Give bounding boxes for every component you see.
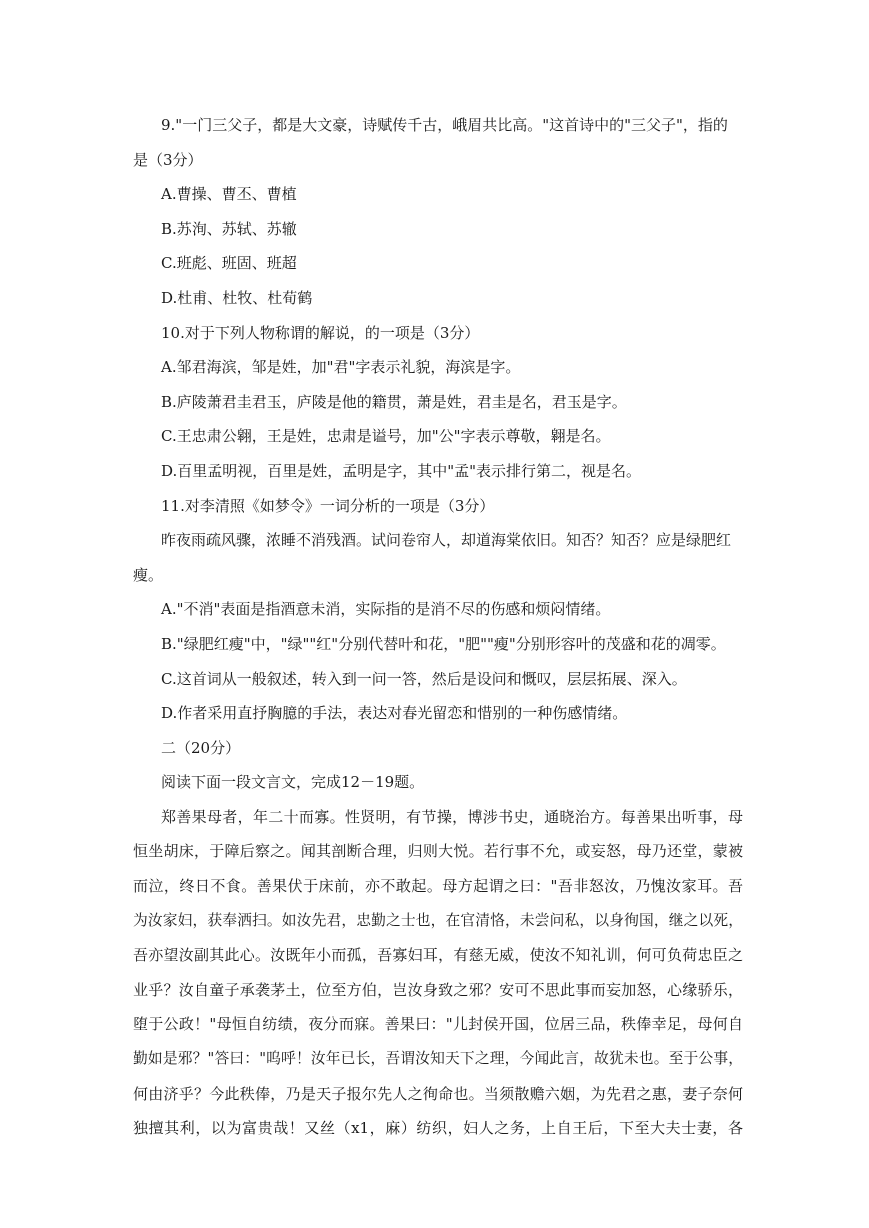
q9-stem-line2: 是（3分） <box>133 150 203 169</box>
section2-heading: 二（20分） <box>161 738 241 757</box>
q11-option-c: C.这首词从一般叙述，转入到一问一答，然后是设问和慨叹，层层拓展、深入。 <box>161 669 687 688</box>
q10-option-b: B.庐陵萧君圭君玉，庐陵是他的籍贯，萧是姓，君圭是名，君玉是字。 <box>161 392 627 411</box>
section2-instruction: 阅读下面一段文言文，完成12－19题。 <box>161 773 425 792</box>
passage-line: 而泣，终日不食。善果伏于床前，亦不敢起。母方起谓之曰："吾非怒汝，乃愧汝家耳。吾 <box>133 877 743 896</box>
q9-option-a: A.曹操、曹丕、曹植 <box>161 185 297 204</box>
q11-option-b: B."绿肥红瘦"中，"绿""红"分别代替叶和花，"肥""瘦"分别形容叶的茂盛和花的凋零。 <box>161 634 726 653</box>
q9-option-c: C.班彪、班固、班超 <box>161 254 297 273</box>
passage-line: 独擅其利，以为富贵哉！又丝（x1，麻）纺织，妇人之务，上自王后，下至大夫士妻，各 <box>133 1119 743 1138</box>
passage-line: 勤如是邪？"答曰："呜呼！汝年已长，吾谓汝知天下之理，今闻此言，故犹未也。至于公事， <box>133 1050 743 1068</box>
q11-poem-line1: 昨夜雨疏风骤，浓睡不消残酒。试问卷帘人，却道海棠依旧。知否？知否？应是绿肥红 <box>161 531 732 550</box>
q11-poem-line2: 瘦。 <box>133 565 164 584</box>
page-content <box>133 108 743 1146</box>
passage-line: 恒坐胡床，于障后察之。闻其剖断合理，归则大悦。若行事不允，或妄怒，母乃还堂，蒙被 <box>133 842 743 861</box>
q11-option-d: D.作者采用直抒胸臆的手法，表达对春光留恋和惜别的一种伤感情绪。 <box>161 704 628 723</box>
q10-option-d: D.百里孟明视，百里是姓，孟明是字，其中"孟"表示排行第二，视是名。 <box>161 461 642 480</box>
q10-option-a: A.邹君海滨，邹是姓，加"君"字表示礼貌，海滨是字。 <box>161 358 521 377</box>
q10-stem: 10.对于下列人物称谓的解说，的一项是（3分） <box>161 323 480 342</box>
q11-stem: 11.对李清照《如梦令》一词分析的一项是（3分） <box>161 496 495 515</box>
q9-option-b: B.苏洵、苏轼、苏辙 <box>161 219 297 238</box>
passage-line: 为汝家妇，获奉洒扫。如汝先君，忠勤之士也，在官清恪，未尝问私，以身徇国，继之以死， <box>133 911 743 929</box>
q9-stem-line1: 9."一门三父子，都是大文豪，诗赋传千古，峨眉共比高。"这首诗中的"三父子"，指的 <box>161 116 728 134</box>
q11-option-a: A."不消"表面是指酒意未消，实际指的是消不尽的伤感和烦闷情绪。 <box>161 600 611 619</box>
passage-line: 郑善果母者，年二十而寡。性贤明，有节操，博涉书史，通晓治方。每善果出听事，母 <box>161 807 743 826</box>
passage-line: 业乎？汝自童子承袭茅土，位至方伯，岂汝身致之邪？安可不思此事而妄加怒，心缘骄乐， <box>133 980 743 999</box>
passage-line: 堕于公政！"母恒自纺绩，夜分而寐。善果曰："儿封侯开国，位居三品，秩俸幸足，母何自 <box>133 1015 743 1034</box>
q10-option-c: C.王忠肃公翱，王是姓，忠肃是谥号，加"公"字表示尊敬，翱是名。 <box>161 427 611 446</box>
passage-line: 吾亦望汝副其此心。汝既年小而孤，吾寡妇耳，有慈无威，使汝不知礼训，何可负荷忠臣之 <box>133 946 743 965</box>
passage-line: 何由济乎？今此秩俸，乃是天子报尔先人之徇命也。当须散赡六姻，为先君之惠，妻子奈何 <box>133 1084 743 1103</box>
q9-option-d: D.杜甫、杜牧、杜荀鹤 <box>161 288 313 307</box>
